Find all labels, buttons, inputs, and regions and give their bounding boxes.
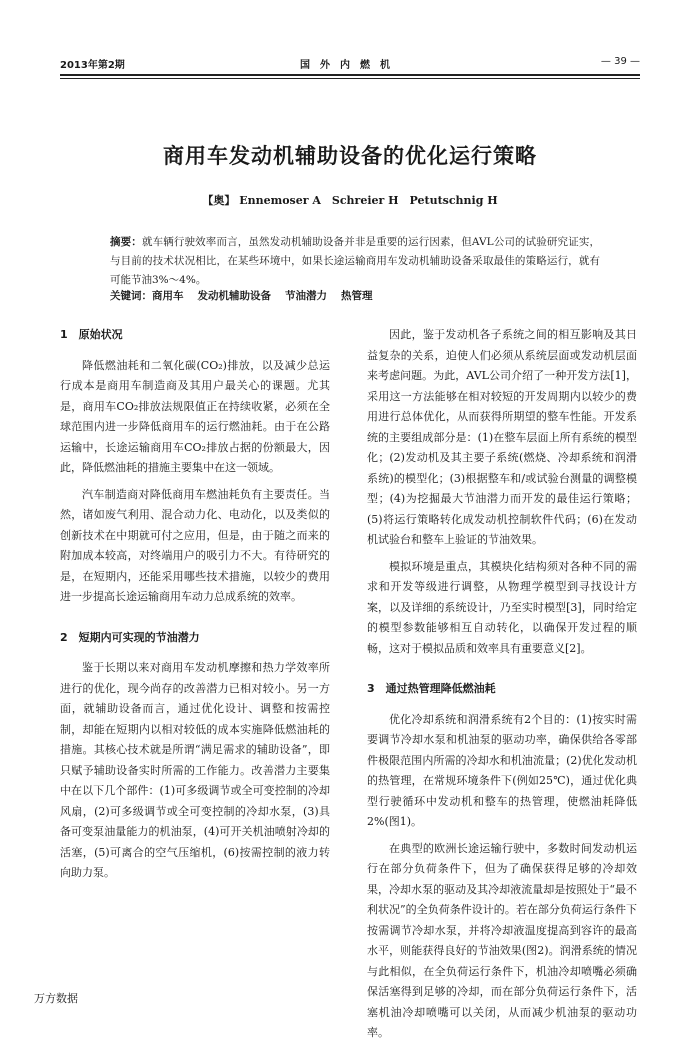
header-rule-thin: [60, 78, 640, 79]
keyword: 商用车: [152, 290, 184, 302]
section-2-paragraph: 因此，鉴于发动机各子系统之间的相互影响及其日益复杂的关系，迫使人们必须从系统层面或发动机层面来考虑问题。为此，AVL公司介绍了一种开发方法[1]，采用这一方法能够在相对较短的开发周期内以较少的费用进行总体优化，从而获得所期望的整车性能。开发系统的主要组成部分是：(1)在整车层面上所有系统的模型化；(2)发动机及其主要子系统(燃烧、冷却系统和润滑系统)的模型化；(3)根据整车和/或试验台测量的调整模型；(4)为挖掘最大节油潜力而开发的最佳运行策略；(5)将运行策略转化成发动机控制软件代码；(6)在发动机试验台和整车上验证的节油效果。: [367, 328, 637, 546]
section-1-paragraph: 降低燃油耗和二氧化碳(CO₂)排放，以及减少总运行成本是商用车制造商及其用户最关心的课题。尤其是，商用车CO₂排放法规限值正在持续收紧，必须在全球范围内进一步降低商用车的运行燃油耗。由于在公路运输中，长途运输商用车CO₂排放占据的份额最大，因此，降低燃油耗的措施主要集中在这一领域。: [60, 358, 330, 474]
header-rule-thick: [60, 74, 640, 76]
abstract: [110, 233, 600, 290]
keywords: [110, 288, 600, 303]
right-column: [367, 325, 637, 1050]
keyword: 热管理: [341, 290, 373, 302]
footer-watermark: 万方数据: [34, 992, 78, 1005]
keyword: 发动机辅助设备: [197, 290, 271, 302]
abstract-text: 就车辆行驶效率而言，虽然发动机辅助设备并非是重要的运行因素，但AVL公司的试验研究证实，与目前的技术状况相比，在某些环境中，如果长途运输商用车发动机辅助设备采取最佳的策略运行，就有可能节油3%～4%。: [110, 236, 600, 286]
running-header: [60, 56, 640, 72]
section-1-paragraph: 汽车制造商对降低商用车燃油耗负有主要责任。当然，诸如废气利用、混合动力化、电动化，以及类似的创新技术在中期就可付之应用，但是，由于随之而来的附加成本较高，对终端用户的吸引力不大。有待研究的是，在短期内，还能采用哪些技术措施，以较少的费用进一步提高长途运输商用车动力总成系统的效率。: [60, 487, 330, 603]
keyword: 节油潜力: [285, 290, 327, 302]
article-authors: 【奥】 Ennemoser A Schreier H Petutschnig H: [202, 194, 498, 207]
section-2-paragraph: 鉴于长期以来对商用车发动机摩擦和热力学效率所进行的优化，现今尚存的改善潜力已相对较小。另一方面，就辅助设备而言，通过优化设计、调整和按需控制，却能在短期内以相对较低的成本实施降低燃油耗的措施。其核心技术就是所谓“满足需求的辅助设备”，即只赋予辅助设备实时所需的工作能力。改善潜力主要集中在以下几个部件：(1)可多级调节或全可变控制的冷却风扇，(2)可多级调节或全可变控制的冷却水泵，(3)具备可变泵油量能力的机油泵，(4)可开关机油喷射冷却的活塞，(5)可离合的空气压缩机，(6)按需控制的液力转向助力泵。: [60, 661, 330, 879]
section-3-heading: 3 通过热管理降低燃油耗: [367, 682, 496, 695]
article-title: 商用车发动机辅助设备的优化运行策略: [163, 144, 537, 168]
keywords-label: 关键词：: [110, 290, 152, 302]
section-3-paragraph: 在典型的欧洲长途运输行驶中，多数时间发动机运行在部分负荷条件下，但为了确保获得足够的冷却效果，冷却水泵的驱动及其冷却液流量却是按照处于“最不利状况”的全负荷条件设计的。若在部分负荷运行条件下按需调节冷却水泵，并将冷却液温度提高到容许的最高水平，则能获得良好的节油效果(图2)。润滑系统的情况与此相似，在全负荷运行条件下，机油冷却喷嘴必须确保活塞得到足够的冷却，而在部分负荷运行条件下，活塞机油冷却喷嘴可以关闭，从而减少机油泵的驱动功率。: [367, 841, 637, 1039]
abstract-label: 摘要：: [110, 236, 142, 248]
section-1-heading: 1 原始状况: [60, 328, 123, 341]
left-column: [60, 325, 330, 890]
journal-name: 国外内燃机: [300, 60, 400, 71]
section-2-heading: 2 短期内可实现的节油潜力: [60, 630, 200, 644]
page-number: — 39 —: [600, 56, 640, 67]
section-2-paragraph: 模拟环境是重点，其模块化结构须对各种不同的需求和开发等级进行调整，从物理学模型到寻找设计方案，以及详细的系统设计，乃至实时模型[3]，同时给定的模型参数能够相互自动转化，以确保开发过程的顺畅，这对于模拟品质和效率具有重要意义[2]。: [367, 559, 637, 655]
section-3-paragraph: 优化冷却系统和润滑系统有2个目的：(1)按实时需要调节冷却水泵和机油泵的驱动功率，确保供给各零部件极限范围内所需的冷却水和机油流量；(2)优化发动机的热管理，在常规环境条件下(例如25℃)，通过优化典型行驶循环中发动机和整车的热管理，使燃油耗降低2%(图1)。: [367, 712, 637, 828]
issue-label: 2013年第2期: [60, 60, 125, 71]
